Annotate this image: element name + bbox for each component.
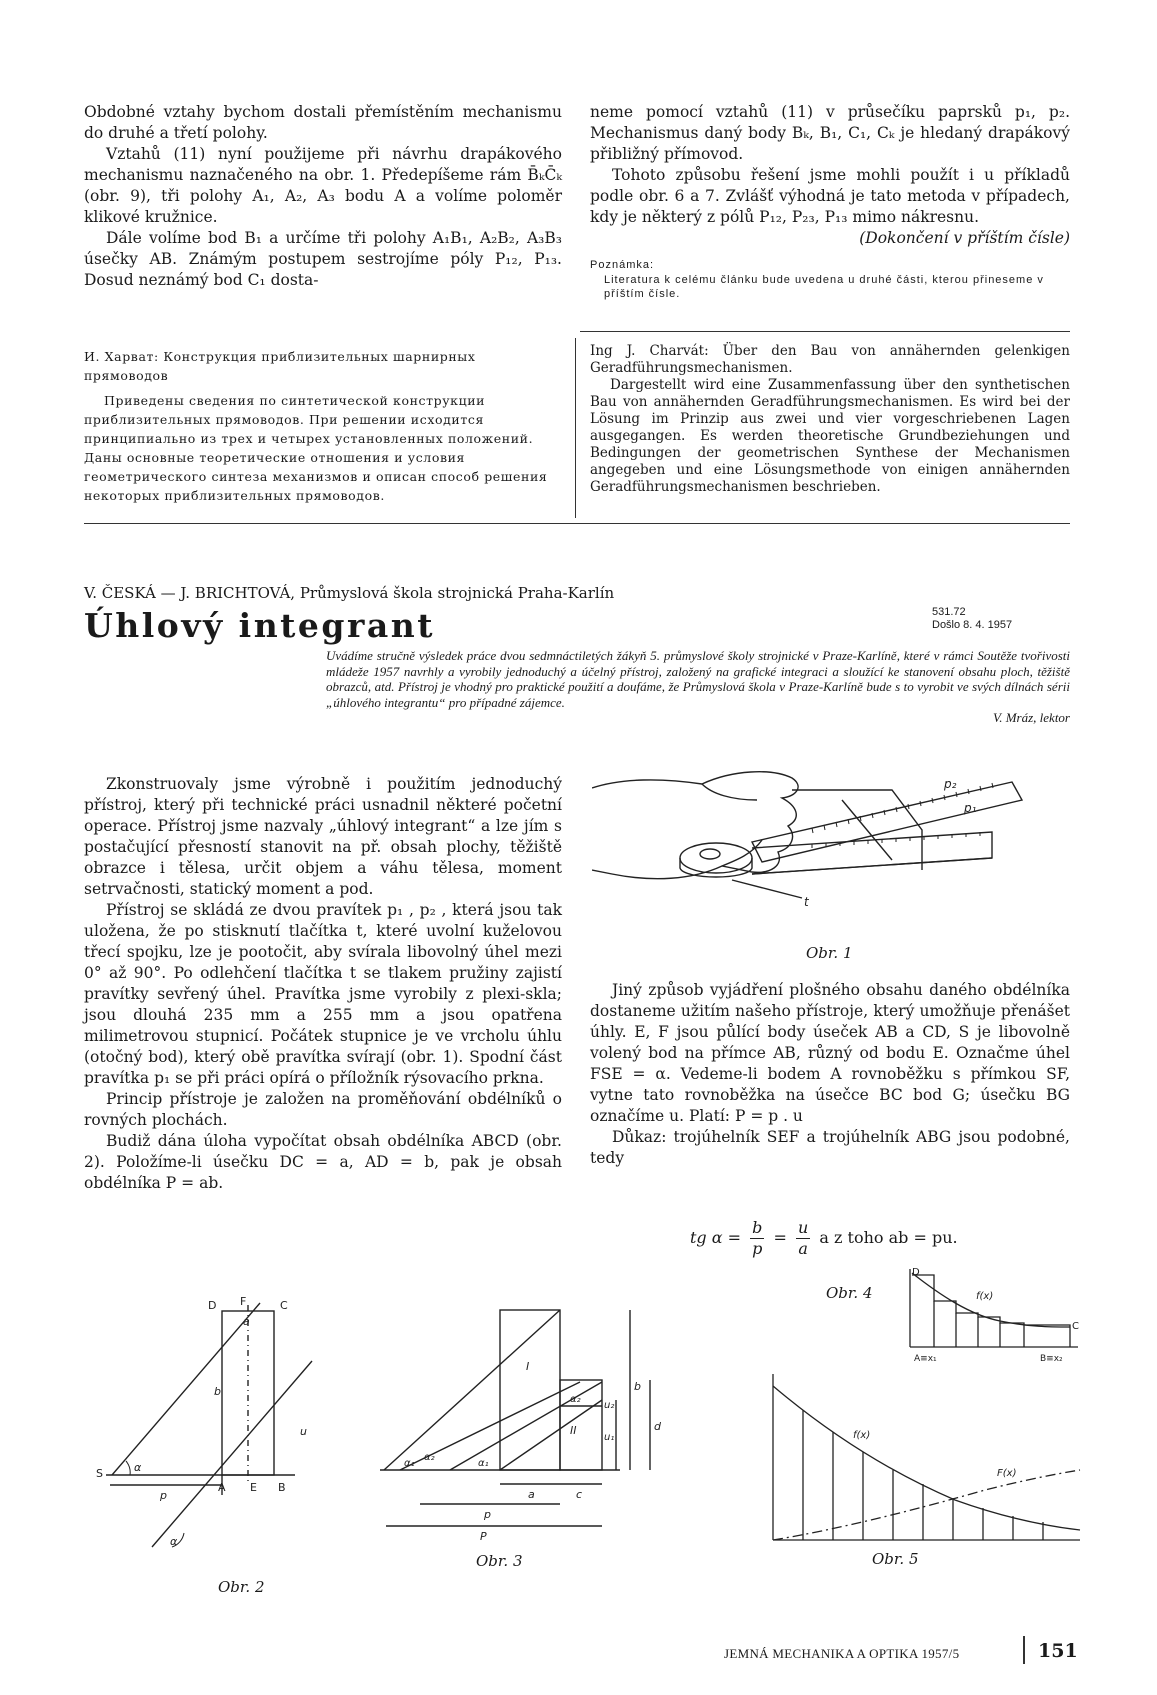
- udc-number: 531.72: [932, 606, 966, 618]
- abstract-body: Приведены сведения по синтетической конструкции приблизительных прямоводов. При решении исходится принципиально из трех и четырех установленных положений. Даны основные теоретические отношения и условия геометрического синтеза механизмов и описан способ решения некоторых приблизительных прямоводов.: [84, 393, 548, 503]
- label-C: C: [1072, 1321, 1079, 1332]
- divider: [580, 331, 1070, 332]
- figure-4-graph: [900, 1265, 1080, 1365]
- label-p1: p₁: [964, 801, 977, 815]
- label-t: t: [804, 895, 809, 909]
- previous-article-left-column: [84, 102, 562, 291]
- paragraph: Princip přístroje je založen na proměňování obdélníků o rovných plochách.: [84, 1090, 562, 1129]
- label-Fx: F(x): [997, 1468, 1017, 1479]
- label-alpha1-b: α₁: [478, 1458, 489, 1469]
- label-fx: f(x): [853, 1430, 871, 1441]
- label-u: u: [300, 1425, 307, 1438]
- hand-drawing: [592, 772, 798, 879]
- abstract-russian: [84, 347, 562, 505]
- paragraph: Tohoto způsobu řešení jsme mohli použít i u příkladů podle obr. 6 a 7. Zvlášť výhodná je tato metoda v případech, kdy je některý z pólů P₁₂, P₂₃, P₁₃ mimo nákresnu.: [590, 166, 1070, 226]
- label-alpha2: α₂: [424, 1452, 435, 1463]
- continued-note: (Dokončení v příštím čísle): [859, 229, 1070, 247]
- label-B: B≡x₂: [1040, 1354, 1063, 1364]
- label-I: I: [526, 1360, 530, 1373]
- paragraph: Budiž dána úloha vypočítat obsah obdélníka ABCD (obr. 2). Položíme-li úsečku DC = a, AD = b, pak je obsah obdélníka P = ab.: [84, 1132, 562, 1192]
- label-B: B: [278, 1481, 286, 1494]
- label-C: C: [280, 1299, 288, 1312]
- formula: [690, 1218, 958, 1259]
- paragraph: Zkonstruovaly jsme výrobně i použitím jednoduchý přístroj, který při technické práci usnadnil některé početní operace. Přístroj jsme nazvaly „úhlový integrant“ a lze jím s postačující přesností stanovit na př. obsah plochy, těžiště obrazce i tělesa, určit objem a váhu tělesa, moment setrvačnosti, statický moment a pod.: [84, 775, 562, 898]
- label-E: E: [250, 1481, 257, 1494]
- editorial-intro: [326, 648, 1070, 726]
- label-D: D: [912, 1267, 920, 1278]
- numerator: u: [798, 1218, 809, 1237]
- paragraph: Jiný způsob vyjádření plošného obsahu daného obdélníka dostaneme užitím našeho přístroje, který umožňuje přenášet úhly. E, F jsou půlící body úseček AB a CD, S je libovolně volený bod na přímce AB, různý od bodu E. Označme úhel FSE = α. Vedeme-li bodem A rovnoběžku s přímkou SF, vytne tato rovnoběžka na úsečce BC bod G; úsečku BG označíme u. Platí: P = p . u: [590, 981, 1070, 1125]
- label-a: a: [528, 1488, 535, 1501]
- formula-lhs: tg α =: [690, 1228, 742, 1247]
- label-p2: p₂: [944, 777, 957, 791]
- page-number: 151: [1038, 1640, 1078, 1662]
- udc-block: [932, 606, 1012, 632]
- note-text: Literatura k celému článku bude uvedena u druhé části, kterou přineseme v příštím čísle.: [604, 274, 1044, 300]
- label-A: A: [218, 1481, 226, 1494]
- journal-footer: JEMNÁ MECHANIKA A OPTIKA 1957/5: [724, 1646, 960, 1661]
- button-t: [700, 849, 720, 859]
- abstract-body: Dargestellt wird eine Zusammenfassung über den synthetischen Bau von annähernden Geradführungsmechanismen. Es wird bei der Lösung im Prinzip aus zwei und vier vorgeschriebenen Lagen ausgegangen. Es werden theoretische Grundbeziehungen und Bedingungen der geometrischen Synthese der Mechanismen angegeben und eine Lösungsmethode von einigen annähernden Geradführungsmechanismen beschrieben.: [590, 377, 1070, 495]
- article-left-column: [84, 774, 562, 1194]
- label-b: b: [634, 1380, 641, 1393]
- label-A: A≡x₁: [914, 1354, 937, 1364]
- label-alpha-2: α: [170, 1535, 178, 1548]
- footer-divider: [1023, 1636, 1025, 1664]
- intro-text: Uvádíme stručně výsledek práce dvou sedmnáctiletých žákyň 5. průmyslové školy strojnické v Praze-Karlíně, které v rámci Soutěže tvořivosti mládeže 1957 navrhly a vyrobily jednoduchý a účelný přístroj, založený na grafické integraci a sloužící ke stanovení obsahu ploch, těžiště obrazců, atd. Přístroj je vhodný pro praktické použití a doufáme, že Průmyslová škola v Praze-Karlíně bude s to vyrobit ve svých dílnách sérii „úhlového integrantu“ pro případné zájemce.: [326, 648, 1070, 710]
- label-fx: f(x): [976, 1291, 994, 1302]
- paper-outline: [792, 790, 922, 870]
- label-u2: u₂: [604, 1400, 615, 1411]
- formula-tail: a z toho ab = pu.: [819, 1228, 958, 1247]
- label-u1: u₁: [604, 1432, 615, 1443]
- article-right-column: [590, 980, 1070, 1169]
- abstract-german: [590, 343, 1070, 496]
- article-title: Úhlový integrant: [84, 606, 436, 645]
- abstract-title: Ing J. Charvát: Über den Bau von annähernden gelenkigen Geradführungsmechanismen.: [590, 343, 1070, 376]
- numerator: b: [752, 1218, 763, 1237]
- figure-2-rectangle: [90, 1295, 360, 1555]
- fraction: [796, 1218, 810, 1259]
- label-D: D: [208, 1299, 217, 1312]
- previous-article-right-column: [590, 102, 1070, 301]
- paragraph: Dále volíme bod B₁ a určíme tři polohy A₁B₁, A₂B₂, A₃B₃ úsečky AB. Známým postupem sestrojíme póly P₁₂, P₁₃. Dosud neznámý bod C₁ dosta-: [84, 229, 562, 289]
- label-II: II: [570, 1424, 577, 1437]
- caption-obr5: Obr. 5: [872, 1550, 919, 1568]
- paragraph: Důkaz: trojúhelník SEF a trojúhelník ABG jsou podobné, tedy: [590, 1128, 1070, 1167]
- denominator: p: [752, 1239, 763, 1258]
- column-divider: [575, 338, 576, 518]
- label-F: F: [240, 1295, 247, 1308]
- line-sf: [112, 1303, 260, 1475]
- abstract-title: И. Харват: Конструкция приблизительных шарнирных прямоводов: [84, 349, 476, 383]
- paragraph: Přístroj se skládá ze dvou pravítek p₁ , p₂ , která jsou tak uložena, že po stisknutí tlačítka t, které uvolní kuželovou třecí spojku, lze je pootočit, aby svírala libovolný úhel mezi 0° až 90°. Po odlehčení tlačítka t se tlakem pružiny zajistí pravítky sevřený úhel. Pravítka jsme vyrobily z plexi-skla; jsou dlouhá 235 mm a 255 mm a jsou opatřena milimetrovou stupnicí. Počátek stupnice je ve vrcholu úhlu (otočný bod), který obě pravítka svírají (obr. 1). Spodní část pravítka p₁ se při práci opírá o příložník rýsovacího prkna.: [84, 901, 562, 1087]
- label-P: P: [480, 1530, 487, 1540]
- paragraph: neme pomocí vztahů (11) v průsečíku paprsků p₁, p₂. Mechanismus daný body Bₖ, B₁, C₁, Cₖ je hledaný drapákový přibližný přímovod.: [590, 103, 1070, 163]
- label-S: S: [96, 1467, 103, 1480]
- rectangle-I: [500, 1310, 560, 1470]
- label-c: c: [576, 1488, 583, 1501]
- paragraph: Vztahů (11) nyní použijeme při návrhu drapákového mechanismu naznačeného na obr. 1. Předepíšeme rám B̄ₖC̄ₖ (obr. 9), tři polohy A₁, A₂, A₃ bodu A a volíme poloměr klikové kružnice.: [84, 145, 562, 226]
- label-b: b: [214, 1385, 221, 1398]
- line-parallel: [152, 1361, 312, 1547]
- note-label: Poznámka:: [590, 259, 655, 271]
- label-alpha: α: [134, 1461, 142, 1474]
- fraction: [750, 1218, 764, 1259]
- label-a: a: [243, 1315, 250, 1328]
- caption-obr1: Obr. 1: [806, 944, 853, 962]
- figure-3-two-rectangles: [380, 1290, 680, 1540]
- caption-obr3: Obr. 3: [476, 1552, 523, 1570]
- denominator: a: [798, 1239, 808, 1258]
- article-authors: V. ČESKÁ — J. BRICHTOVÁ, Průmyslová škola strojnická Praha-Karlín: [84, 584, 615, 602]
- label-alpha2-b: α₂: [570, 1394, 581, 1405]
- curve-fx: [773, 1386, 1080, 1530]
- ruler-p1: [752, 832, 992, 874]
- figure-1-instrument: [592, 770, 1072, 940]
- intro-signature: V. Mráz, lektor: [992, 710, 1070, 725]
- curve-Fx: [773, 1470, 1080, 1540]
- label-p: p: [160, 1489, 167, 1502]
- caption-obr2: Obr. 2: [218, 1578, 265, 1596]
- figure-5-graph: [735, 1370, 1085, 1550]
- label-p: p: [484, 1508, 491, 1521]
- label-d: d: [654, 1420, 661, 1433]
- equals: =: [773, 1228, 787, 1247]
- received-date: Došlo 8. 4. 1957: [932, 619, 1013, 631]
- label-alpha1: α₁: [404, 1458, 415, 1469]
- paragraph: Obdobné vztahy bychom dostali přemístěním mechanismu do druhé a třetí polohy.: [84, 103, 562, 142]
- caption-obr4: Obr. 4: [826, 1284, 873, 1302]
- divider: [84, 523, 1070, 524]
